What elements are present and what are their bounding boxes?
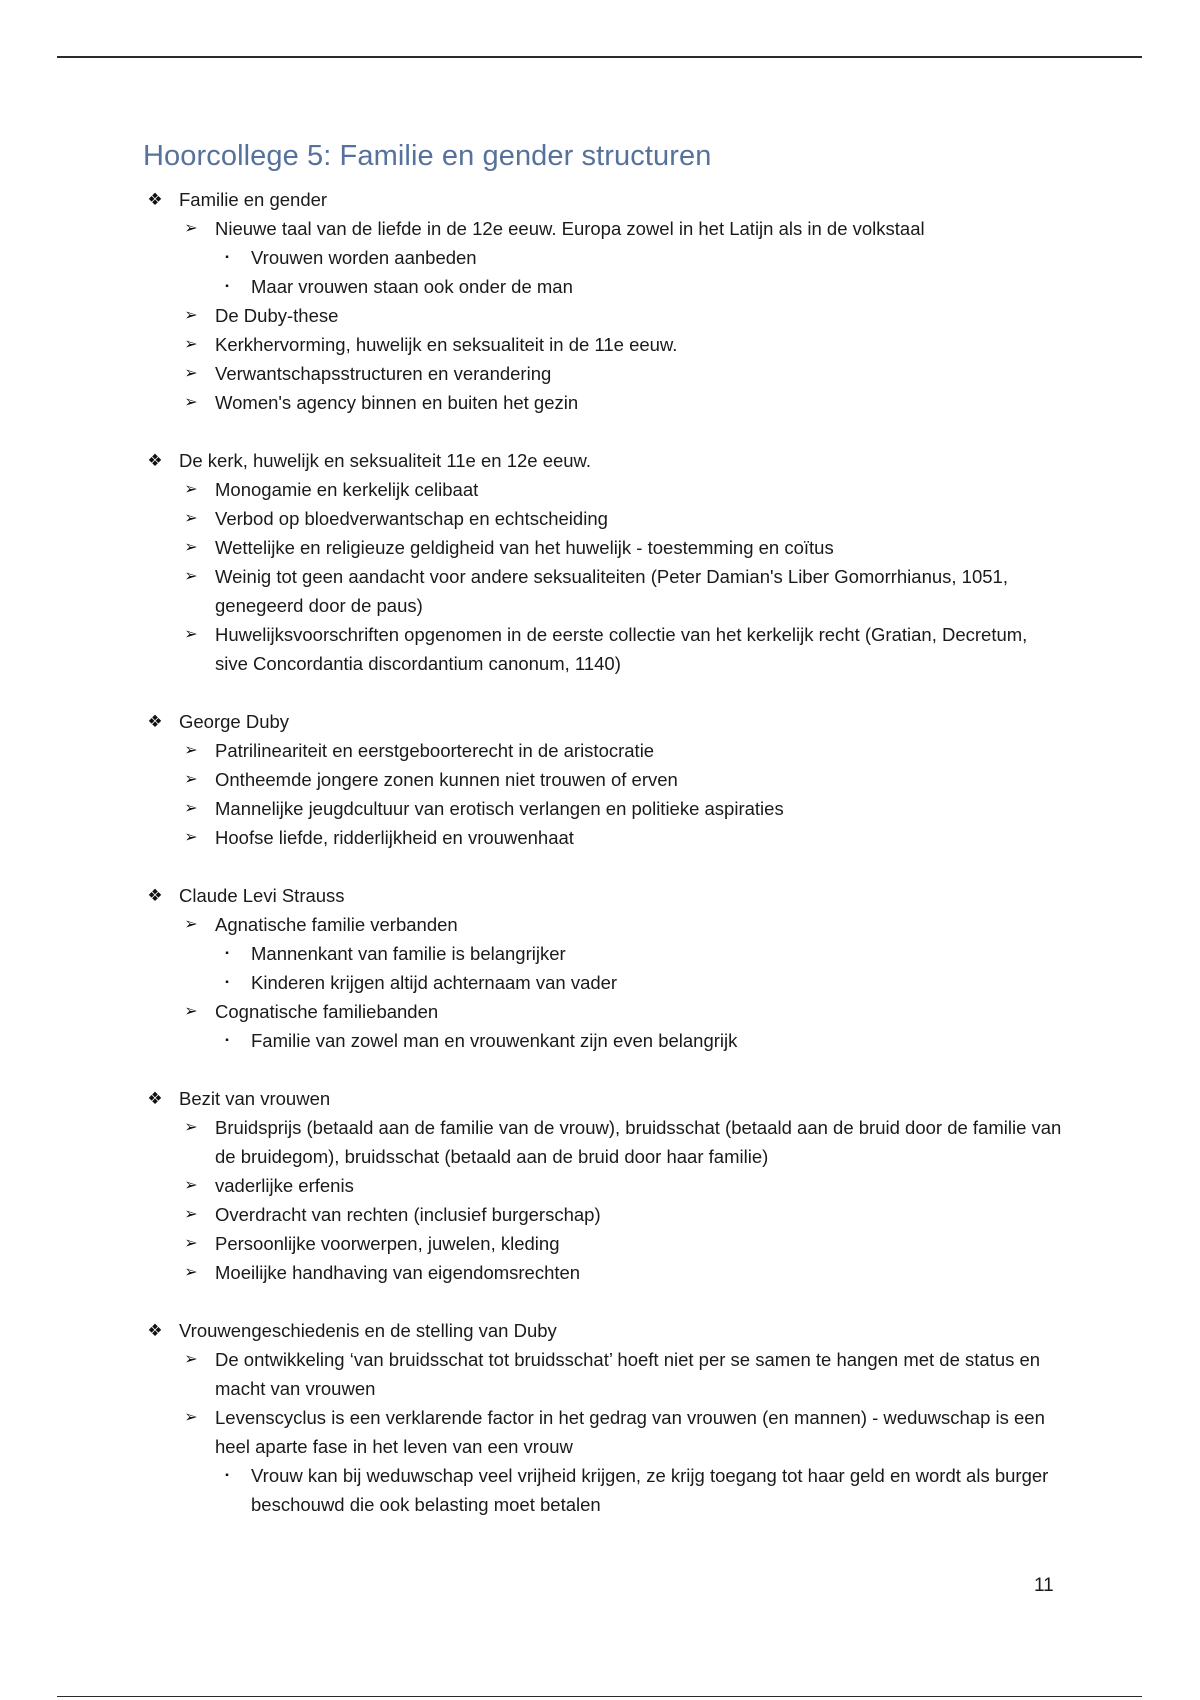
- arrowhead-bullet-icon: ➢: [184, 510, 198, 527]
- list-item-text: Wettelijke en religieuze geldigheid van het huwelijk - toestemming en coïtus: [215, 537, 834, 558]
- list-item: [143, 562, 1063, 620]
- list-item: [143, 736, 1063, 765]
- diamond-bullet-icon: ❖: [147, 451, 163, 470]
- list-item-text: Monogamie en kerkelijk celibaat: [215, 479, 479, 500]
- list-item-text: vaderlijke erfenis: [215, 1175, 354, 1196]
- arrowhead-bullet-icon: ➢: [184, 829, 198, 846]
- list-item: [143, 1258, 1063, 1287]
- list-item-text: Hoofse liefde, ridderlijkheid en vrouwenhaat: [215, 827, 574, 848]
- sub-list-item-text: Vrouwen worden aanbeden: [251, 247, 477, 268]
- section-heading: [143, 881, 1063, 910]
- list-item: [143, 794, 1063, 823]
- arrowhead-bullet-icon: ➢: [184, 1235, 198, 1252]
- section-list: [143, 185, 1063, 1519]
- list-item-text: Nieuwe taal van de liefde in de 12e eeuw. Europa zowel in het Latijn als in de volkstaal: [215, 218, 925, 239]
- arrowhead-bullet-icon: ➢: [184, 1177, 198, 1194]
- arrowhead-bullet-icon: ➢: [184, 394, 198, 411]
- list-item: [143, 823, 1063, 852]
- list-item: [143, 620, 1063, 678]
- diamond-bullet-icon: ❖: [147, 190, 163, 209]
- section-heading-text: Vrouwengeschiedenis en de stelling van Duby: [179, 1320, 557, 1341]
- list-item: [143, 765, 1063, 794]
- sub-list-item-text: Maar vrouwen staan ook onder de man: [251, 276, 573, 297]
- square-bullet-icon: ▪: [225, 252, 229, 263]
- list-item-text: Verwantschapsstructuren en verandering: [215, 363, 552, 384]
- outline-section: [143, 185, 1063, 417]
- outline-section: [143, 881, 1063, 1055]
- sub-list-item-text: Vrouw kan bij weduwschap veel vrijheid krijgen, ze krijg toegang tot haar geld en wordt als burger beschouwd die ook belasting moet betalen: [251, 1465, 1049, 1515]
- arrowhead-bullet-icon: ➢: [184, 916, 198, 933]
- sub-list-item: [143, 939, 1063, 968]
- list-item-text: De ontwikkeling ‘van bruidsschat tot bruidsschat’ hoeft niet per se samen te hangen met de status en macht van vrouwen: [215, 1349, 1041, 1399]
- square-bullet-icon: ▪: [225, 1470, 229, 1481]
- page-title: Hoorcollege 5: Familie en gender structuren: [143, 140, 712, 172]
- outline-section: [143, 446, 1063, 678]
- header-rule: [57, 56, 1142, 58]
- diamond-bullet-icon: ❖: [147, 886, 163, 905]
- list-item-text: Mannelijke jeugdcultuur van erotisch verlangen en politieke aspiraties: [215, 798, 784, 819]
- list-item: [143, 388, 1063, 417]
- list-item-text: Patrilineariteit en eerstgeboorterecht in de aristocratie: [215, 740, 655, 761]
- square-bullet-icon: ▪: [225, 977, 229, 988]
- section-heading-text: Familie en gender: [179, 189, 328, 210]
- list-item-text: Cognatische familiebanden: [215, 1001, 439, 1022]
- list-item: [143, 214, 1063, 243]
- section-heading-text: Bezit van vrouwen: [179, 1088, 331, 1109]
- outline-section: [143, 1316, 1063, 1519]
- arrowhead-bullet-icon: ➢: [184, 307, 198, 324]
- list-item: [143, 1200, 1063, 1229]
- list-item-text: Kerkhervorming, huwelijk en seksualiteit in de 11e eeuw.: [215, 334, 678, 355]
- list-item: [143, 533, 1063, 562]
- footer-rule: [57, 1696, 1142, 1697]
- list-item: [143, 1229, 1063, 1258]
- list-item: [143, 1171, 1063, 1200]
- diamond-bullet-icon: ❖: [147, 712, 163, 731]
- section-heading: [143, 707, 1063, 736]
- arrowhead-bullet-icon: ➢: [184, 1206, 198, 1223]
- list-item-text: Huwelijksvoorschriften opgenomen in de eerste collectie van het kerkelijk recht (Gratian, Decretum, sive Concordantia discordantium canonum, 1140): [215, 624, 1028, 674]
- sub-list-item: [143, 272, 1063, 301]
- list-item-text: Verbod op bloedverwantschap en echtscheiding: [215, 508, 608, 529]
- arrowhead-bullet-icon: ➢: [184, 365, 198, 382]
- list-item: [143, 1403, 1063, 1461]
- arrowhead-bullet-icon: ➢: [184, 771, 198, 788]
- diamond-bullet-icon: ❖: [147, 1321, 163, 1340]
- arrowhead-bullet-icon: ➢: [184, 568, 198, 585]
- square-bullet-icon: ▪: [225, 281, 229, 292]
- square-bullet-icon: ▪: [225, 948, 229, 959]
- sub-list-item-text: Kinderen krijgen altijd achternaam van vader: [251, 972, 618, 993]
- list-item: [143, 1113, 1063, 1171]
- arrowhead-bullet-icon: ➢: [184, 742, 198, 759]
- list-item-text: De Duby-these: [215, 305, 339, 326]
- list-item-text: Levenscyclus is een verklarende factor in het gedrag van vrouwen (en mannen) - weduwschap is een heel aparte fase in het leven van een vrouw: [215, 1407, 1045, 1457]
- list-item-text: Persoonlijke voorwerpen, juwelen, kleding: [215, 1233, 560, 1254]
- list-item: [143, 301, 1063, 330]
- outline-section: [143, 1084, 1063, 1287]
- arrowhead-bullet-icon: ➢: [184, 800, 198, 817]
- outline-section: [143, 707, 1063, 852]
- sub-list-item: [143, 1461, 1063, 1519]
- sub-list-item-text: Familie van zowel man en vrouwenkant zijn even belangrijk: [251, 1030, 738, 1051]
- list-item: [143, 910, 1063, 939]
- page-number: 11: [1034, 1575, 1054, 1596]
- document-body: [143, 140, 1063, 1548]
- sub-list-item: [143, 1026, 1063, 1055]
- section-heading: [143, 1316, 1063, 1345]
- arrowhead-bullet-icon: ➢: [184, 1351, 198, 1368]
- arrowhead-bullet-icon: ➢: [184, 220, 198, 237]
- square-bullet-icon: ▪: [225, 1035, 229, 1046]
- arrowhead-bullet-icon: ➢: [184, 1409, 198, 1426]
- section-heading: [143, 446, 1063, 475]
- list-item: [143, 330, 1063, 359]
- list-item: [143, 997, 1063, 1026]
- section-heading-text: George Duby: [179, 711, 290, 732]
- list-item-text: Bruidsprijs (betaald aan de familie van de vrouw), bruidsschat (betaald aan de bruid door de familie van de bruidegom), bruidsschat (betaald aan de bruid door haar familie): [215, 1117, 1062, 1167]
- arrowhead-bullet-icon: ➢: [184, 336, 198, 353]
- sub-list-item-text: Mannenkant van familie is belangrijker: [251, 943, 566, 964]
- list-item: [143, 475, 1063, 504]
- list-item: [143, 1345, 1063, 1403]
- list-item-text: Women's agency binnen en buiten het gezin: [215, 392, 579, 413]
- arrowhead-bullet-icon: ➢: [184, 1119, 198, 1136]
- section-heading-text: Claude Levi Strauss: [179, 885, 345, 906]
- section-heading: [143, 1084, 1063, 1113]
- sub-list-item: [143, 243, 1063, 272]
- sub-list-item: [143, 968, 1063, 997]
- section-heading: [143, 185, 1063, 214]
- list-item-text: Ontheemde jongere zonen kunnen niet trouwen of erven: [215, 769, 678, 790]
- arrowhead-bullet-icon: ➢: [184, 626, 198, 643]
- arrowhead-bullet-icon: ➢: [184, 1264, 198, 1281]
- list-item-text: Moeilijke handhaving van eigendomsrechten: [215, 1262, 581, 1283]
- list-item-text: Weinig tot geen aandacht voor andere seksualiteiten (Peter Damian's Liber Gomorrhianus, 1051, genegeerd door de paus): [215, 566, 1008, 616]
- diamond-bullet-icon: ❖: [147, 1089, 163, 1108]
- arrowhead-bullet-icon: ➢: [184, 481, 198, 498]
- list-item: [143, 504, 1063, 533]
- arrowhead-bullet-icon: ➢: [184, 539, 198, 556]
- list-item-text: Overdracht van rechten (inclusief burgerschap): [215, 1204, 601, 1225]
- arrowhead-bullet-icon: ➢: [184, 1003, 198, 1020]
- list-item: [143, 359, 1063, 388]
- list-item-text: Agnatische familie verbanden: [215, 914, 458, 935]
- section-heading-text: De kerk, huwelijk en seksualiteit 11e en 12e eeuw.: [179, 450, 592, 471]
